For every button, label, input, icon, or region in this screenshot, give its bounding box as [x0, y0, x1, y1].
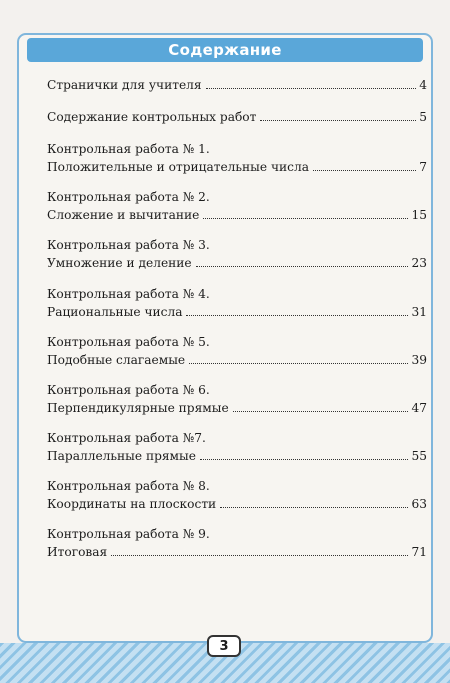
toc-entry[interactable]	[47, 381, 427, 417]
entry-title: Рациональные числа	[47, 305, 183, 319]
dot-leader	[233, 410, 409, 412]
entry-title: Содержание контрольных работ	[47, 110, 257, 124]
entry-page-number: 5	[419, 110, 427, 124]
entry-title: Перпендикулярные прямые	[47, 401, 229, 415]
entry-page-number: 31	[411, 305, 427, 319]
entry-heading: Контрольная работа № 9.	[47, 527, 210, 541]
entry-title: Умножение и деление	[47, 256, 192, 270]
entry-heading: Контрольная работа №7.	[47, 431, 206, 445]
entry-heading: Контрольная работа № 3.	[47, 238, 210, 252]
entry-page-number: 23	[411, 256, 427, 270]
toc-entry[interactable]	[47, 429, 427, 465]
contents-header	[27, 38, 423, 62]
entry-page-number: 71	[411, 545, 427, 559]
toc-entry[interactable]	[47, 188, 427, 224]
page-number: 3	[219, 638, 229, 654]
entry-page-number: 47	[411, 401, 427, 415]
dot-leader	[186, 314, 408, 316]
entry-heading: Контрольная работа № 2.	[47, 190, 210, 204]
toc-entry[interactable]	[47, 140, 427, 176]
entry-page-number: 15	[411, 208, 427, 222]
toc-entry[interactable]	[47, 236, 427, 272]
entry-page-number: 55	[411, 449, 427, 463]
entry-heading: Контрольная работа № 5.	[47, 335, 210, 349]
entry-title: Координаты на плоскости	[47, 497, 217, 511]
toc-entry[interactable]	[47, 108, 427, 126]
dot-leader	[220, 506, 408, 508]
dot-leader	[206, 87, 417, 89]
dot-leader	[203, 217, 408, 219]
entry-page-number: 63	[411, 497, 427, 511]
entry-page-number: 4	[419, 78, 427, 92]
entry-title: Итоговая	[47, 545, 108, 559]
entry-page-number: 7	[419, 160, 427, 174]
contents-title: Содержание	[168, 41, 282, 59]
entry-page-number: 39	[411, 353, 427, 367]
dot-leader	[200, 458, 409, 460]
entry-title: Сложение и вычитание	[47, 208, 200, 222]
entry-title: Параллельные прямые	[47, 449, 196, 463]
dot-leader	[196, 265, 409, 267]
entry-title: Подобные слагаемые	[47, 353, 186, 367]
dot-leader	[260, 119, 416, 121]
toc-entry[interactable]	[47, 477, 427, 513]
toc-entry[interactable]	[47, 285, 427, 321]
dot-leader	[313, 169, 416, 171]
dot-leader	[111, 554, 408, 556]
entry-heading: Контрольная работа № 4.	[47, 287, 210, 301]
entry-title: Положительные и отрицательные числа	[47, 160, 309, 174]
entry-heading: Контрольная работа № 6.	[47, 383, 210, 397]
toc-entry[interactable]	[47, 333, 427, 369]
page-number-badge	[207, 635, 241, 657]
dot-leader	[189, 362, 408, 364]
toc-entry[interactable]	[47, 76, 427, 94]
entry-heading: Контрольная работа № 8.	[47, 479, 210, 493]
entry-title: Странички для учителя	[47, 78, 202, 92]
toc-entry[interactable]	[47, 525, 427, 561]
entry-heading: Контрольная работа № 1.	[47, 142, 210, 156]
